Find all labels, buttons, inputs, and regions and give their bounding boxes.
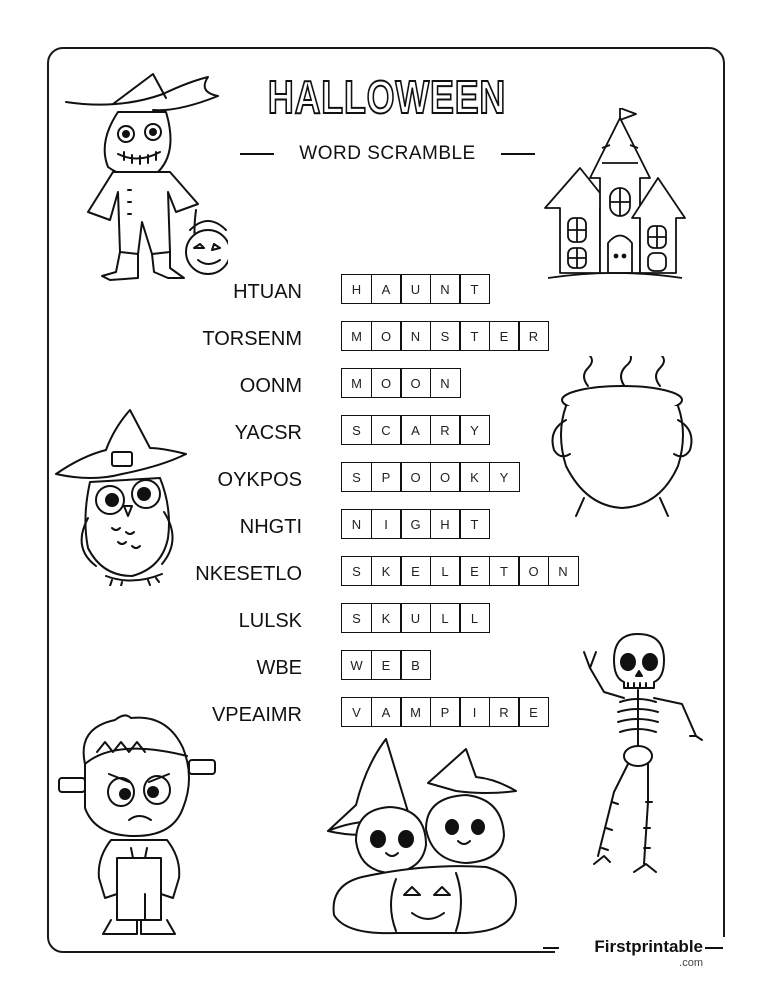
answer-letter-box[interactable]: P bbox=[430, 697, 461, 727]
answer-letter-box[interactable]: K bbox=[371, 556, 402, 586]
answer-letter-box[interactable]: Y bbox=[459, 415, 490, 445]
answer-letter-box[interactable]: O bbox=[371, 321, 402, 351]
answer-letter-box[interactable]: L bbox=[430, 556, 461, 586]
answer-letter-box[interactable]: W bbox=[341, 650, 372, 680]
scrambled-word: TORSENM bbox=[202, 328, 302, 350]
answer-letter-box[interactable]: B bbox=[400, 650, 431, 680]
answer-letter-box[interactable]: S bbox=[341, 556, 372, 586]
skeleton-illustration bbox=[574, 632, 710, 884]
scrambled-word: LULSK bbox=[238, 610, 302, 632]
answer-letter-box[interactable]: N bbox=[548, 556, 579, 586]
answer-letter-box[interactable]: U bbox=[400, 274, 431, 304]
answer-letter-box[interactable]: M bbox=[400, 697, 431, 727]
scrambled-word: NKESETLO bbox=[195, 563, 302, 585]
answer-letter-box[interactable]: O bbox=[371, 368, 402, 398]
answer-letter-box[interactable]: E bbox=[400, 556, 431, 586]
answer-letter-box[interactable]: K bbox=[371, 603, 402, 633]
answer-boxes bbox=[341, 603, 489, 633]
answer-boxes bbox=[341, 415, 489, 445]
answer-letter-box[interactable]: C bbox=[371, 415, 402, 445]
answer-letter-box[interactable]: O bbox=[400, 462, 431, 492]
scrambled-word: VPEAIMR bbox=[211, 704, 302, 726]
footer-rule-right bbox=[705, 947, 723, 949]
answer-letter-box[interactable]: R bbox=[430, 415, 461, 445]
answer-letter-box[interactable]: A bbox=[371, 274, 402, 304]
answer-letter-box[interactable]: T bbox=[459, 509, 490, 539]
answer-letter-box[interactable]: A bbox=[400, 415, 431, 445]
answer-boxes bbox=[341, 368, 459, 398]
answer-boxes bbox=[341, 509, 489, 539]
answer-letter-box[interactable]: P bbox=[371, 462, 402, 492]
subtitle-rule-right bbox=[501, 153, 535, 155]
scrambled-word: HTUAN bbox=[233, 281, 302, 303]
answer-letter-box[interactable]: N bbox=[430, 274, 461, 304]
scrambled-word: NHGTI bbox=[239, 516, 302, 538]
scrambled-word: WBE bbox=[256, 657, 302, 679]
answer-letter-box[interactable]: V bbox=[341, 697, 372, 727]
answer-letter-box[interactable]: E bbox=[489, 321, 520, 351]
cauldron-illustration bbox=[548, 356, 696, 520]
scarecrow-illustration bbox=[58, 72, 228, 287]
answer-letter-box[interactable]: S bbox=[430, 321, 461, 351]
answer-letter-box[interactable]: M bbox=[341, 321, 372, 351]
answer-boxes bbox=[341, 697, 548, 727]
answer-letter-box[interactable]: I bbox=[459, 697, 490, 727]
answer-boxes bbox=[341, 274, 489, 304]
answer-letter-box[interactable]: N bbox=[400, 321, 431, 351]
answer-letter-box[interactable]: L bbox=[430, 603, 461, 633]
answer-letter-box[interactable]: S bbox=[341, 603, 372, 633]
answer-boxes bbox=[341, 556, 577, 586]
answer-letter-box[interactable]: A bbox=[371, 697, 402, 727]
answer-letter-box[interactable]: T bbox=[459, 321, 490, 351]
answer-letter-box[interactable]: L bbox=[459, 603, 490, 633]
scrambled-word: OONM bbox=[239, 375, 302, 397]
footer-brand-block bbox=[555, 937, 725, 971]
footer-brand: Firstprintable bbox=[594, 937, 703, 956]
answer-letter-box[interactable]: K bbox=[459, 462, 490, 492]
answer-letter-box[interactable]: T bbox=[459, 274, 490, 304]
answer-letter-box[interactable]: O bbox=[400, 368, 431, 398]
answer-boxes bbox=[341, 650, 430, 680]
subtitle-row bbox=[240, 141, 535, 167]
frankenstein-illustration bbox=[55, 708, 225, 940]
answer-letter-box[interactable]: E bbox=[459, 556, 490, 586]
answer-letter-box[interactable]: G bbox=[400, 509, 431, 539]
answer-letter-box[interactable]: S bbox=[341, 415, 372, 445]
answer-letter-box[interactable]: E bbox=[518, 697, 549, 727]
footer-rule-left bbox=[543, 947, 559, 949]
puppy-kitten-pumpkin-illustration bbox=[326, 735, 526, 935]
subtitle-rule-left bbox=[240, 153, 274, 155]
scrambled-word: OYKPOS bbox=[217, 469, 302, 491]
answer-letter-box[interactable]: M bbox=[341, 368, 372, 398]
answer-letter-box[interactable]: E bbox=[371, 650, 402, 680]
answer-letter-box[interactable]: T bbox=[489, 556, 520, 586]
page-title: HALLOWEEN bbox=[267, 71, 507, 123]
answer-letter-box[interactable]: U bbox=[400, 603, 431, 633]
answer-letter-box[interactable]: O bbox=[430, 462, 461, 492]
answer-letter-box[interactable]: R bbox=[518, 321, 549, 351]
answer-letter-box[interactable]: H bbox=[341, 274, 372, 304]
answer-letter-box[interactable]: O bbox=[518, 556, 549, 586]
answer-letter-box[interactable]: N bbox=[430, 368, 461, 398]
page-subtitle: WORD SCRAMBLE bbox=[299, 143, 476, 164]
answer-letter-box[interactable]: S bbox=[341, 462, 372, 492]
footer-domain: .com bbox=[679, 957, 703, 969]
answer-boxes bbox=[341, 462, 518, 492]
answer-letter-box[interactable]: I bbox=[371, 509, 402, 539]
scrambled-word: YACSR bbox=[234, 422, 302, 444]
owl-witch-hat-illustration bbox=[52, 408, 190, 586]
answer-letter-box[interactable]: H bbox=[430, 509, 461, 539]
answer-boxes bbox=[341, 321, 548, 351]
answer-letter-box[interactable]: R bbox=[489, 697, 520, 727]
haunted-house-illustration bbox=[540, 108, 690, 283]
answer-letter-box[interactable]: N bbox=[341, 509, 372, 539]
answer-letter-box[interactable]: Y bbox=[489, 462, 520, 492]
